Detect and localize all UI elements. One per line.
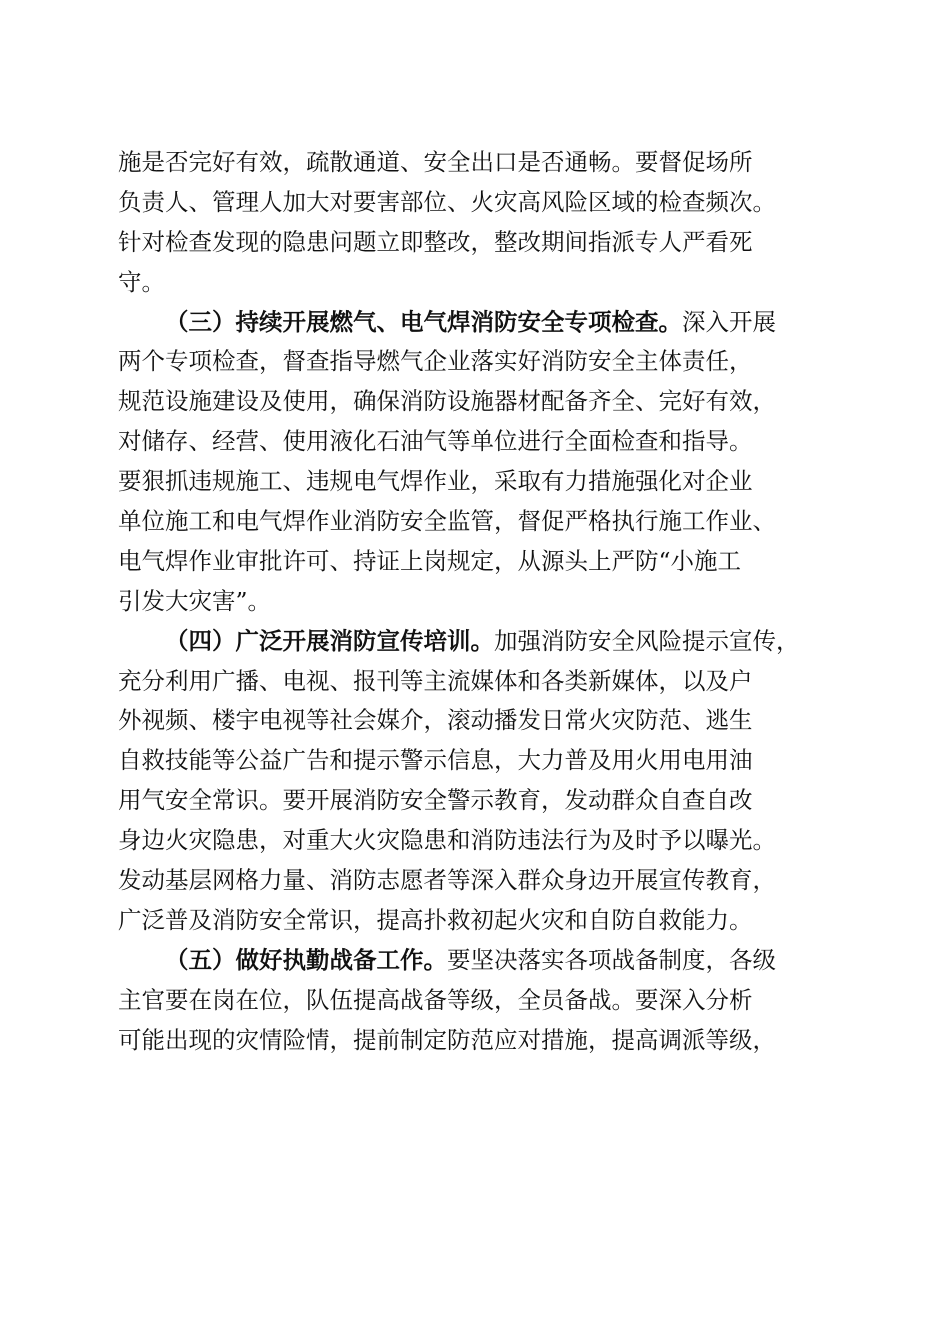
text-line: 外视频、楼宇电视等社会媒介，滚动播发日常火灾防范、逃生 — [118, 706, 753, 735]
text-run: 深入开展 — [682, 307, 776, 336]
text-line: 广泛普及消防安全常识，提高扑救初起火灾和自防自救能力。 — [118, 905, 753, 934]
text-line: 发动基层网格力量、消防志愿者等深入群众身边开展宣传教育， — [118, 866, 776, 895]
section-heading-four: （四）广泛开展消防宣传培训。 — [165, 626, 494, 655]
paragraph-four-first-line — [118, 622, 848, 662]
text-line: 引发大灾害”。 — [118, 586, 272, 615]
text-line: 主官要在岗在位，队伍提高战备等级，全员备战。要深入分析 — [118, 985, 753, 1014]
text-line: 用气安全常识。要开展消防安全警示教育，发动群众自查自改 — [118, 786, 753, 815]
text-line: 两个专项检查，督查指导燃气企业落实好消防安全主体责任， — [118, 347, 753, 376]
text-line: 负责人、管理人加大对要害部位、火灾高风险区域的检查频次。 — [118, 187, 776, 216]
text-line: 充分利用广播、电视、报刊等主流媒体和各类新媒体，以及户 — [118, 666, 753, 695]
text-line: 对储存、经营、使用液化石油气等单位进行全面检查和指导。 — [118, 427, 753, 456]
text-line: 规范设施建设及使用，确保消防设施器材配备齐全、完好有效， — [118, 387, 776, 416]
text-line: 单位施工和电气焊作业消防安全监管，督促严格执行施工作业、 — [118, 507, 776, 536]
document-body — [118, 143, 848, 1060]
text-run: 要坚决落实各项战备制度，各级 — [447, 945, 776, 974]
text-line: 身边火灾隐患，对重大火灾隐患和消防违法行为及时予以曝光。 — [118, 826, 776, 855]
text-line: 电气焊作业审批许可、持证上岗规定，从源头上严防“小施工 — [118, 546, 742, 575]
text-line: 要狠抓违规施工、违规电气焊作业，采取有力措施强化对企业 — [118, 467, 753, 496]
paragraph-five-first-line — [118, 941, 848, 981]
paragraph-three-first-line — [118, 303, 848, 343]
text-line: 针对检查发现的隐患问题立即整改，整改期间指派专人严看死 — [118, 227, 753, 256]
text-line: 自救技能等公益广告和提示警示信息，大力普及用火用电用油 — [118, 746, 753, 775]
section-heading-three: （三）持续开展燃气、电气焊消防安全专项检查。 — [165, 307, 682, 336]
text-run: 加强消防安全风险提示宣传， — [494, 626, 800, 655]
text-line: 守。 — [118, 267, 165, 296]
text-line: 施是否完好有效，疏散通道、安全出口是否通畅。要督促场所 — [118, 148, 753, 176]
text-line: 可能出现的灾情险情，提前制定防范应对措施，提高调派等级， — [118, 1025, 776, 1054]
section-heading-five: （五）做好执勤战备工作。 — [165, 945, 447, 974]
